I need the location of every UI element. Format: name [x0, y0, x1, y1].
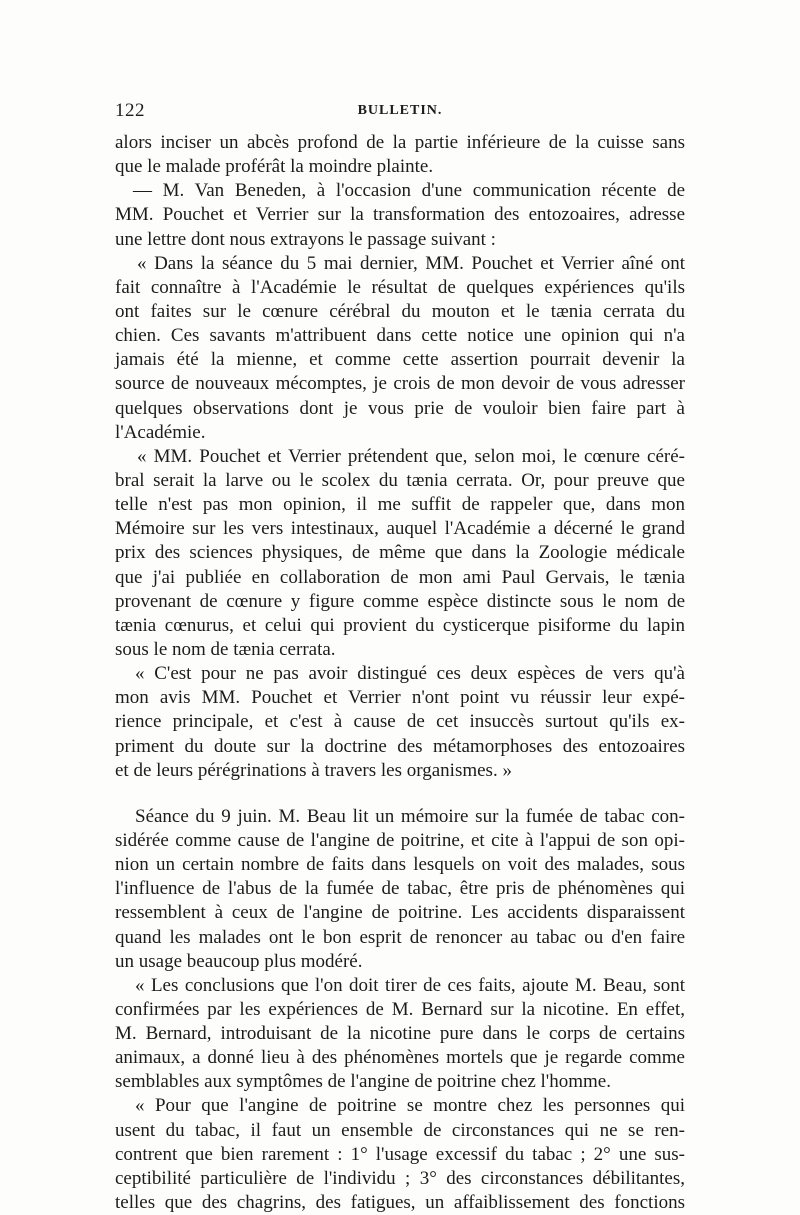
text-line: quelques observations dont je vous prie de vouloir bien faire part à	[115, 397, 685, 419]
text-line: source de nouveaux mécomptes, je crois de mon devoir de vous adresser	[115, 373, 685, 395]
text-line: sidérée comme cause de l'angine de poitrine, et cite à l'appui de son opi-	[115, 829, 685, 851]
text-line: tænia cœnurus, et celui qui provient du cysticerque pisiforme du lapin	[115, 614, 685, 636]
text-line: priment du doute sur la doctrine des métamorphoses des entozoaires	[115, 735, 685, 757]
text-line: et de leurs pérégrinations à travers les organismes. »	[115, 759, 512, 781]
text-line: ont faites sur le cœnure cérébral du mouton et le tænia cerrata du	[115, 300, 685, 322]
text-line: « C'est pour ne pas avoir distingué ces deux espèces de vers qu'à	[135, 663, 685, 685]
text-line: que j'ai publiée en collaboration de mon ami Paul Gervais, le tænia	[115, 566, 685, 588]
text-line: l'Académie.	[115, 421, 206, 443]
text-line: ceptibilité particulière de l'individu ; 3° des circonstances débilitantes,	[115, 1167, 685, 1189]
page-header	[115, 100, 685, 122]
text-line: provenant de cœnure y figure comme espèce distincte sous le nom de	[115, 590, 685, 612]
text-line: « Pour que l'angine de poitrine se montre chez les personnes qui	[135, 1095, 685, 1117]
text-line: ressemblent à ceux de l'angine de poitrine. Les accidents disparaissent	[115, 902, 685, 924]
text-line: contrent que bien rarement : 1° l'usage excessif du tabac ; 2° une sus-	[115, 1143, 685, 1165]
text-line: « MM. Pouchet et Verrier prétendent que, selon moi, le cœnure céré-	[137, 445, 685, 467]
text-line: — M. Van Beneden, à l'occasion d'une communication récente de	[133, 180, 685, 202]
text-line: une lettre dont nous extrayons le passage suivant :	[115, 228, 496, 250]
text-line: M. Bernard, introduisant de la nicotine pure dans le corps de certains	[115, 1023, 685, 1045]
body-text	[115, 131, 685, 1215]
text-line: un usage beaucoup plus modéré.	[115, 950, 363, 972]
text-line: telle n'est pas mon opinion, il me suffit de rappeler que, dans mon	[115, 494, 685, 516]
text-line: rience principale, et c'est à cause de cet insuccès surtout qu'ils ex-	[115, 711, 685, 733]
text-line: fait connaître à l'Académie le résultat de quelques expériences qu'ils	[115, 276, 685, 298]
text-line: telles que des chagrins, des fatigues, un affaiblissement des fonctions	[115, 1192, 685, 1214]
text-line: mon avis MM. Pouchet et Verrier n'ont point vu réussir leur expé-	[115, 687, 685, 709]
text-line: alors inciser un abcès profond de la partie inférieure de la cuisse sans	[115, 132, 685, 153]
text-line: jamais été la mienne, et comme cette assertion pourrait devenir la	[115, 349, 685, 371]
text-line: nion un certain nombre de faits dans lesquels on voit des malades, sous	[115, 854, 685, 876]
text-line: semblables aux symptômes de l'angine de poitrine chez l'homme.	[115, 1071, 611, 1093]
text-line: Mémoire sur les vers intestinaux, auquel l'Académie a décerné le grand	[115, 518, 685, 540]
text-line: MM. Pouchet et Verrier sur la transformation des entozoaires, adresse	[115, 204, 685, 226]
text-line: quand les malades ont le bon esprit de renoncer au tabac ou d'en faire	[115, 926, 685, 948]
text-line: « Dans la séance du 5 mai dernier, MM. Pouchet et Verrier aîné ont	[137, 252, 685, 274]
text-line: confirmées par les expériences de M. Bernard sur la nicotine. En effet,	[115, 998, 685, 1020]
text-line: que le malade proférât la moindre plainte.	[115, 156, 434, 178]
text-line: l'influence de l'abus de la fumée de tabac, être pris de phénomènes qui	[115, 878, 685, 900]
text-line: usent du tabac, il faut un ensemble de circonstances qui ne se ren-	[115, 1119, 685, 1141]
text-line: animaux, a donné lieu à des phénomènes mortels que je regarde comme	[115, 1047, 685, 1069]
text-line: sous le nom de tænia cerrata.	[115, 638, 336, 660]
text-line: bral serait la larve ou le scolex du tænia cerrata. Or, pour preuve que	[115, 469, 685, 491]
text-line: Séance du 9 juin. M. Beau lit un mémoire sur la fumée de tabac con-	[135, 805, 685, 827]
running-head: BULLETIN.	[357, 103, 443, 118]
text-line: prix des sciences physiques, de même que dans la Zoologie médicale	[115, 542, 685, 564]
page-number: 122	[115, 100, 145, 121]
text-line: « Les conclusions que l'on doit tirer de ces faits, ajoute M. Beau, sont	[135, 974, 685, 996]
text-line: chien. Ces savants m'attribuent dans cette notice une opinion qui n'a	[115, 325, 685, 347]
